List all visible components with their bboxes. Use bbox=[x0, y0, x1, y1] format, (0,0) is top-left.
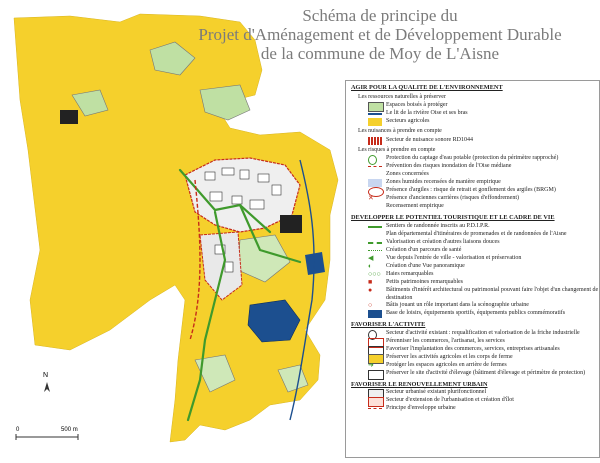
legend-section-activity: FAVORISER L'ACTIVITE bbox=[351, 321, 426, 329]
legend-item: Préserver le site d'activité d'élevage (bâtiment d'élevage et périmètre de protection) bbox=[346, 370, 599, 378]
legend-item: Espaces boisés à protéger bbox=[346, 102, 599, 110]
legend-item: Base de loisirs, équipements sportifs, équipements publics commémoratifs bbox=[346, 310, 599, 318]
legend-item: Le lit de la rivière Oise et ses bras bbox=[346, 110, 599, 118]
legend-item: Secteur d'extension de l'urbanisation et création d'îlot bbox=[346, 397, 599, 405]
north-arrow-icon bbox=[44, 382, 50, 392]
map-title: Schéma de principe du Projet d'Aménagement et de Développement Durable de la commune de Moy de L'Aisne bbox=[198, 6, 562, 63]
legend-item: Prévention des risques inondation de l'Oise médiane bbox=[346, 163, 599, 171]
legend-item: Protection du captage d'eau potable (protection du périmètre rapproché) bbox=[346, 155, 599, 163]
legend-item: Zones humides recensées de manière empirique bbox=[346, 179, 599, 187]
legend-item: Valorisation et création d'autres liaisons douces bbox=[346, 239, 599, 247]
legend-item: Principe d'enveloppe urbaine bbox=[346, 405, 599, 413]
legend-item: Plan départemental d'itinéraires de promenades et de randonnées de l'Aisne bbox=[386, 230, 567, 237]
legend-item: Sentiers de randonnée inscrits au P.D.I.P.R. bbox=[346, 223, 599, 231]
legend-section-environment: AGIR POUR LA QUALITE DE L'ENVIRONNEMENT bbox=[351, 84, 503, 91]
water-body bbox=[305, 252, 325, 275]
legend-item: ◀ Vue depuis l'entrée de ville - valorisation et préservation bbox=[368, 253, 522, 262]
activity-site bbox=[280, 215, 302, 233]
map-legend: AGIR POUR LA QUALITE DE L'ENVIRONNEMENT Les ressources naturelles à préserver Espaces boisés à protéger Le lit de la rivière Oise et ses bras Secteurs agricoles Les nuisances à prendre en compte Secteur de nuisance sonore RD1044 Les risques à prendre en compte Protection du captage d'eau potable (protection du périmètre rapproché) Prévention des risques inondation de l'Oise médiane Zones concernées Zones humides recensées de manière empirique Présence d'argiles : risque de retrait et gonflement des argiles (BRGM) ✕ Présence d'anciennes carrières (risques d'effondrement) Recensement empirique DEVELOPPER LE POTENTIEL TOURISTIQUE ET LE CADRE DE VIE Sentiers de randonnée inscrits au P.D.I.P.R. Plan départemental d'itinéraires de promenades et de randonnées de l'Aisne Valorisation et création d'autres liaisons douces Création d'un parcours de santé ◀ Vue depuis l'entrée de ville - valorisation et préservation ◐ Création d'une Vue panoramique ○○○ Haies remarquables ■ Petits patrimoines remarquables ● Bâtiments d'intérêt architectural ou patrimonial pouvant faire l'objet d'un changement de destination ○ Bâtis jouant un rôle important dans la scénographie urbaine Base de loisirs, équipements sportifs, équipements publics commémoratifs FAVORISER L'ACTIVITE Secteur d'activité existant : requalification et valorisation de la friche industrielle Pérenniser les commerces, l'artisanat, les services Favoriser l'implantation des commerces, services, entreprises artisanales Préserver les activités agricoles et les corps de ferme ➜ Protéger les espaces agricoles en arrière de fermes Préserver le site d'activité d'élevage (bâtiment d'élevage et périmètre de protection) FAVORISER LE RENOUVELLEMENT URBAIN Secteur urbanisé existant plurifonctionnel Secteur d'extension de l'urbanisation et création d'îlot Principe d'enveloppe urbaine bbox=[345, 80, 600, 458]
legend-item: ✕ Présence d'anciennes carrières (risques d'effondrement) bbox=[368, 194, 519, 203]
north-label: N bbox=[43, 372, 49, 379]
legend-item: ➜ Protéger les espaces agricoles en arrière de fermes bbox=[368, 360, 507, 369]
legend-item: Secteur de nuisance sonore RD1044 bbox=[346, 137, 599, 145]
scale-labels: 0 500 m bbox=[16, 427, 78, 433]
legend-item: ● Bâtiments d'intérêt architectural ou patrimonial pouvant faire l'objet d'un changement de destination bbox=[368, 285, 599, 301]
activity-site bbox=[60, 110, 78, 124]
legend-item: ◐ Création d'une Vue panoramique bbox=[368, 261, 465, 270]
legend-item: Secteur urbanisé existant plurifonctionnel bbox=[346, 389, 599, 397]
legend-section-tourism: DEVELOPPER LE POTENTIEL TOURISTIQUE ET LE CADRE DE VIE bbox=[351, 214, 555, 222]
legend-item: ○○○ Haies remarquables bbox=[368, 269, 434, 278]
legend-item: Zones concernées bbox=[386, 171, 429, 178]
legend-item: Favoriser l'implantation des commerces, services, entreprises artisanales bbox=[346, 346, 599, 354]
legend-item: Création d'un parcours de santé bbox=[346, 247, 599, 255]
legend-item: ■ Petits patrimoines remarquables bbox=[368, 277, 463, 286]
legend-section-urban: FAVORISER LE RENOUVELLEMENT URBAIN bbox=[351, 380, 488, 388]
legend-item: ○ Bâtis jouant un rôle important dans la scénographie urbaine bbox=[368, 301, 529, 310]
legend-item: Secteur d'activité existant : requalification et valorisation de la friche industrielle bbox=[346, 330, 599, 338]
legend-item: Recensement empirique bbox=[386, 203, 444, 210]
legend-item: Secteurs agricoles bbox=[346, 118, 599, 126]
legend-item: Préserver les activités agricoles et les corps de ferme bbox=[346, 354, 599, 362]
legend-item: Pérenniser les commerces, l'artisanat, les services bbox=[346, 338, 599, 346]
legend-item: Présence d'argiles : risque de retrait et gonflement des argiles (BRGM) bbox=[346, 187, 599, 195]
